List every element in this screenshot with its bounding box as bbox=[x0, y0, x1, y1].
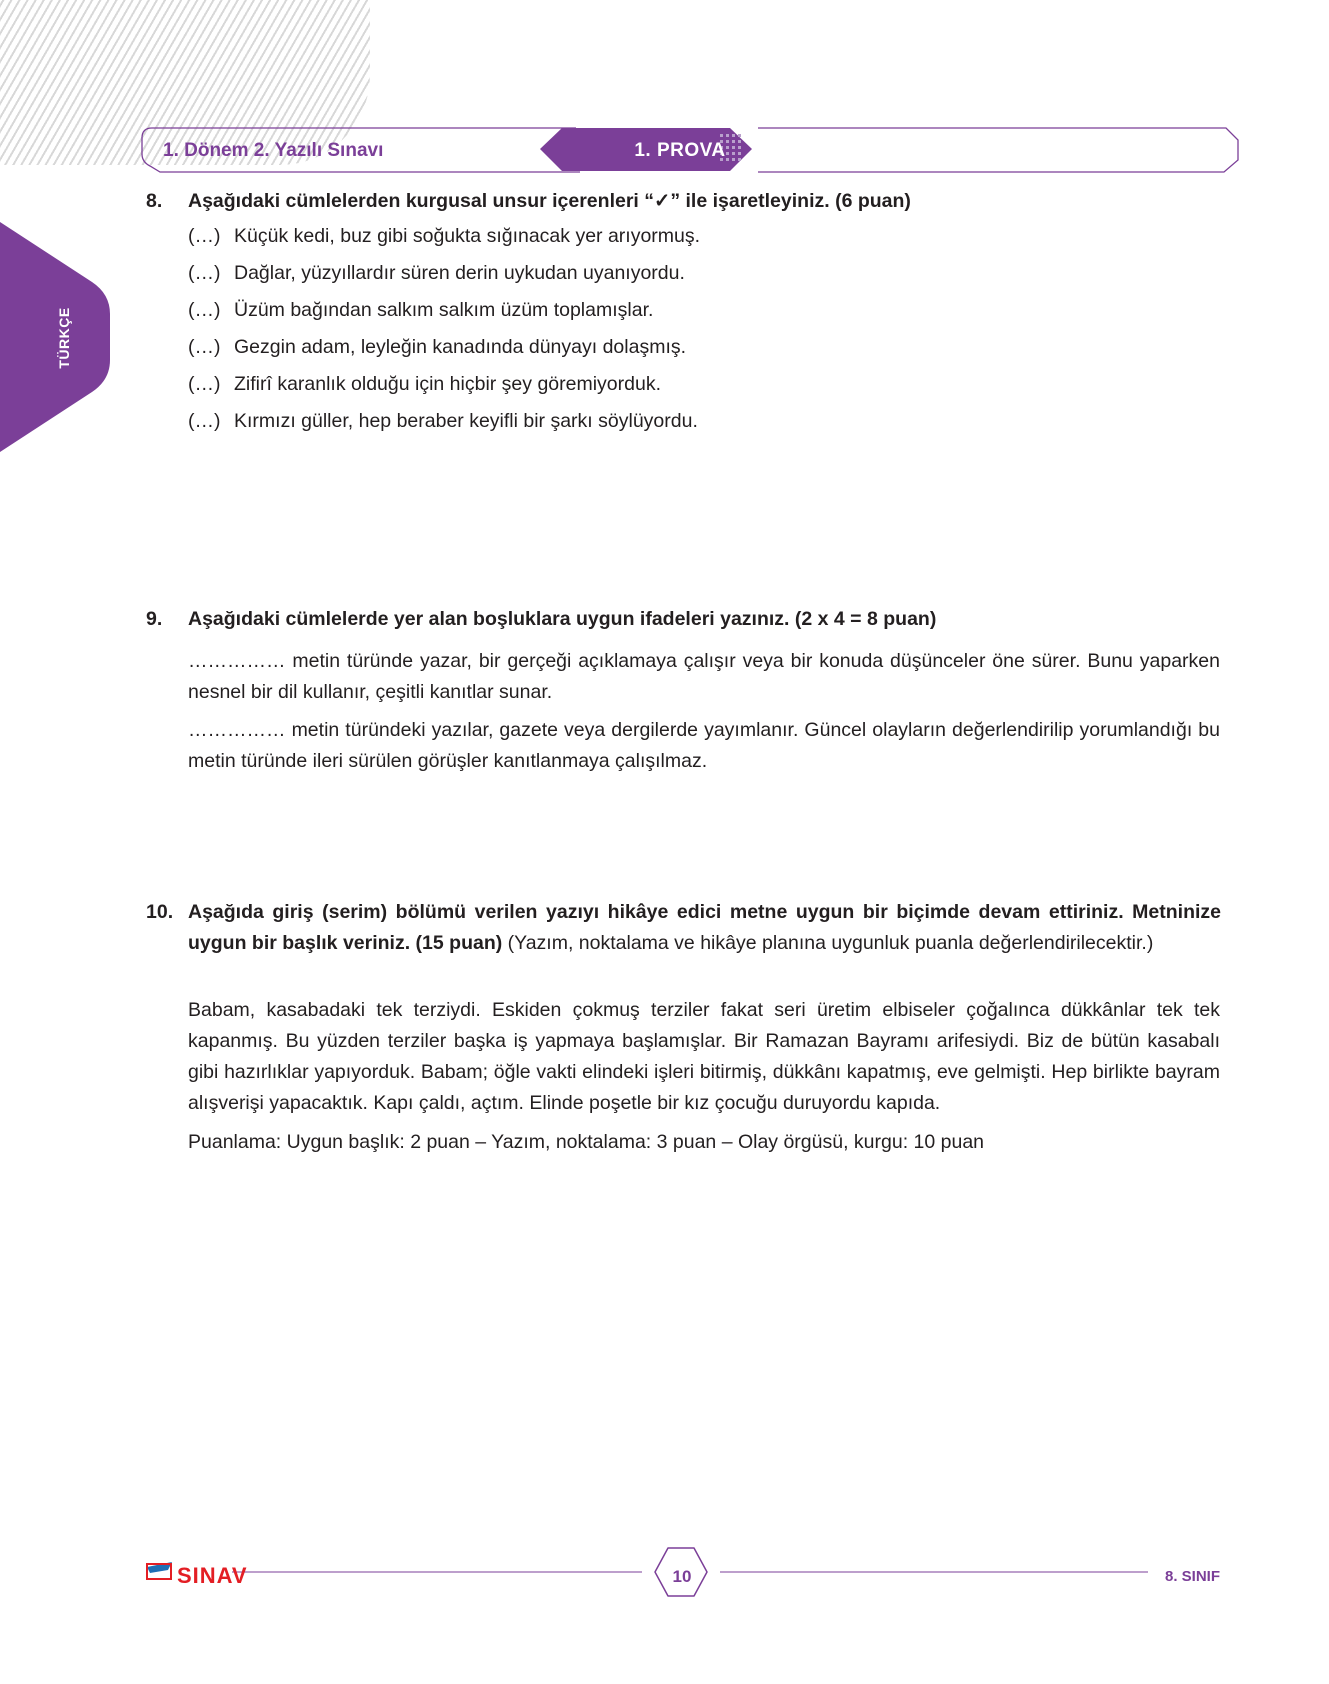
fill-in-paragraph-1: …………… metin türünde yazar, bir gerçeği açıklamaya çalışır veya bir konuda düşünceler öne sürer. Bunu yaparken nesnel bir dil kullanır, çeşitli kanıtlar sunar. bbox=[188, 650, 1220, 703]
prompt-bold: Aşağıda giriş (serim) bölümü verilen yazıyı hikâye edici metne uygun bir biçimde devam ettiriniz. Metninize uygun bir başlık veriniz. (15 puan) bbox=[188, 901, 1221, 954]
subject-label: TÜRKÇE bbox=[56, 307, 72, 369]
list-item bbox=[188, 221, 700, 258]
page-number: 10 bbox=[672, 1567, 692, 1586]
question-number: 9. bbox=[146, 608, 163, 630]
list-item bbox=[188, 406, 700, 443]
option-text: Küçük kedi, buz gibi soğukta sığınacak yer arıyormuş. bbox=[234, 225, 701, 247]
list-item bbox=[188, 295, 700, 332]
list-item bbox=[188, 369, 700, 406]
subject-side-tab bbox=[0, 222, 110, 452]
answer-blank[interactable]: (…) bbox=[188, 410, 221, 432]
prompt-note: (Yazım, noktalama ve hikâye planına uygunluk puanla değerlendirilecektir.) bbox=[502, 932, 1154, 954]
scoring-text: Puanlama: Uygun başlık: 2 puan – Yazım, noktalama: 3 puan – Olay örgüsü, kurgu: 10 puan bbox=[188, 1131, 985, 1153]
option-text: Gezgin adam, leyleğin kanadında dünyayı dolaşmış. bbox=[234, 336, 687, 358]
answer-blank[interactable]: (…) bbox=[188, 299, 221, 321]
prova-label: 1. PROVA bbox=[634, 140, 726, 161]
fill-in-paragraph-2: …………… metin türündeki yazılar, gazete veya dergilerde yayımlanır. Güncel olayların değerlendirilip yorumlandığı bu metin türünde ileri sürülen görüşler kanıtlanmaya çalışılmaz. bbox=[188, 719, 1220, 772]
question-number: 10. bbox=[146, 901, 174, 923]
question-10 bbox=[146, 897, 1221, 959]
answer-blank[interactable]: (…) bbox=[188, 262, 221, 284]
answer-blank[interactable]: (…) bbox=[188, 336, 221, 358]
option-text: Zifirî karanlık olduğu için hiçbir şey göremiyorduk. bbox=[234, 373, 662, 395]
question-8 bbox=[146, 186, 1221, 217]
question-number: 8. bbox=[146, 190, 163, 212]
question-9 bbox=[146, 604, 1221, 635]
list-item bbox=[188, 258, 700, 295]
option-text: Dağlar, yüzyıllardır süren derin uykudan uyanıyordu. bbox=[234, 262, 685, 284]
exam-title: 1. Dönem 2. Yazılı Sınavı bbox=[163, 140, 384, 161]
option-text: Üzüm bağından salkım salkım üzüm toplamışlar. bbox=[234, 299, 654, 321]
grade-label: 8. SINIF bbox=[1165, 1568, 1221, 1585]
question-prompt: Aşağıdaki cümlelerde yer alan boşluklara uygun ifadeleri yazınız. (2 x 4 = 8 puan) bbox=[188, 608, 937, 630]
story-text: Babam, kasabadaki tek terziydi. Eskiden çokmuş terziler fakat seri üretim elbiseler çoğalınca dükkânlar tek tek kapanmış. Bu yüzden terziler başka iş yapmaya başlamışlar. Bir Ramazan Bayramı arifesiydi. Biz de bütün kasabalı gibi hazırlıklar yapıyorduk. Babam; öğle vakti elindeki işleri bitirmiş, dükkânı kapatmış, eve gelmişti. Hep birlikte bayram alışverişi yapacaktık. Kapı çaldı, açtım. Elinde poşetle bir kız çocuğu duruyordu kapıda. bbox=[188, 999, 1220, 1114]
question-prompt bbox=[188, 897, 1221, 959]
answer-blank[interactable]: (…) bbox=[188, 373, 221, 395]
question-8-options bbox=[188, 221, 700, 443]
option-text: Kırmızı güller, hep beraber keyifli bir şarkı söylüyordu. bbox=[234, 410, 698, 432]
list-item bbox=[188, 332, 700, 369]
brand-logo: SINAV bbox=[177, 1563, 248, 1588]
question-prompt: Aşağıdaki cümlelerden kurgusal unsur içerenleri “✓” ile işaretleyiniz. (6 puan) bbox=[188, 190, 911, 212]
answer-blank[interactable]: (…) bbox=[188, 225, 221, 247]
